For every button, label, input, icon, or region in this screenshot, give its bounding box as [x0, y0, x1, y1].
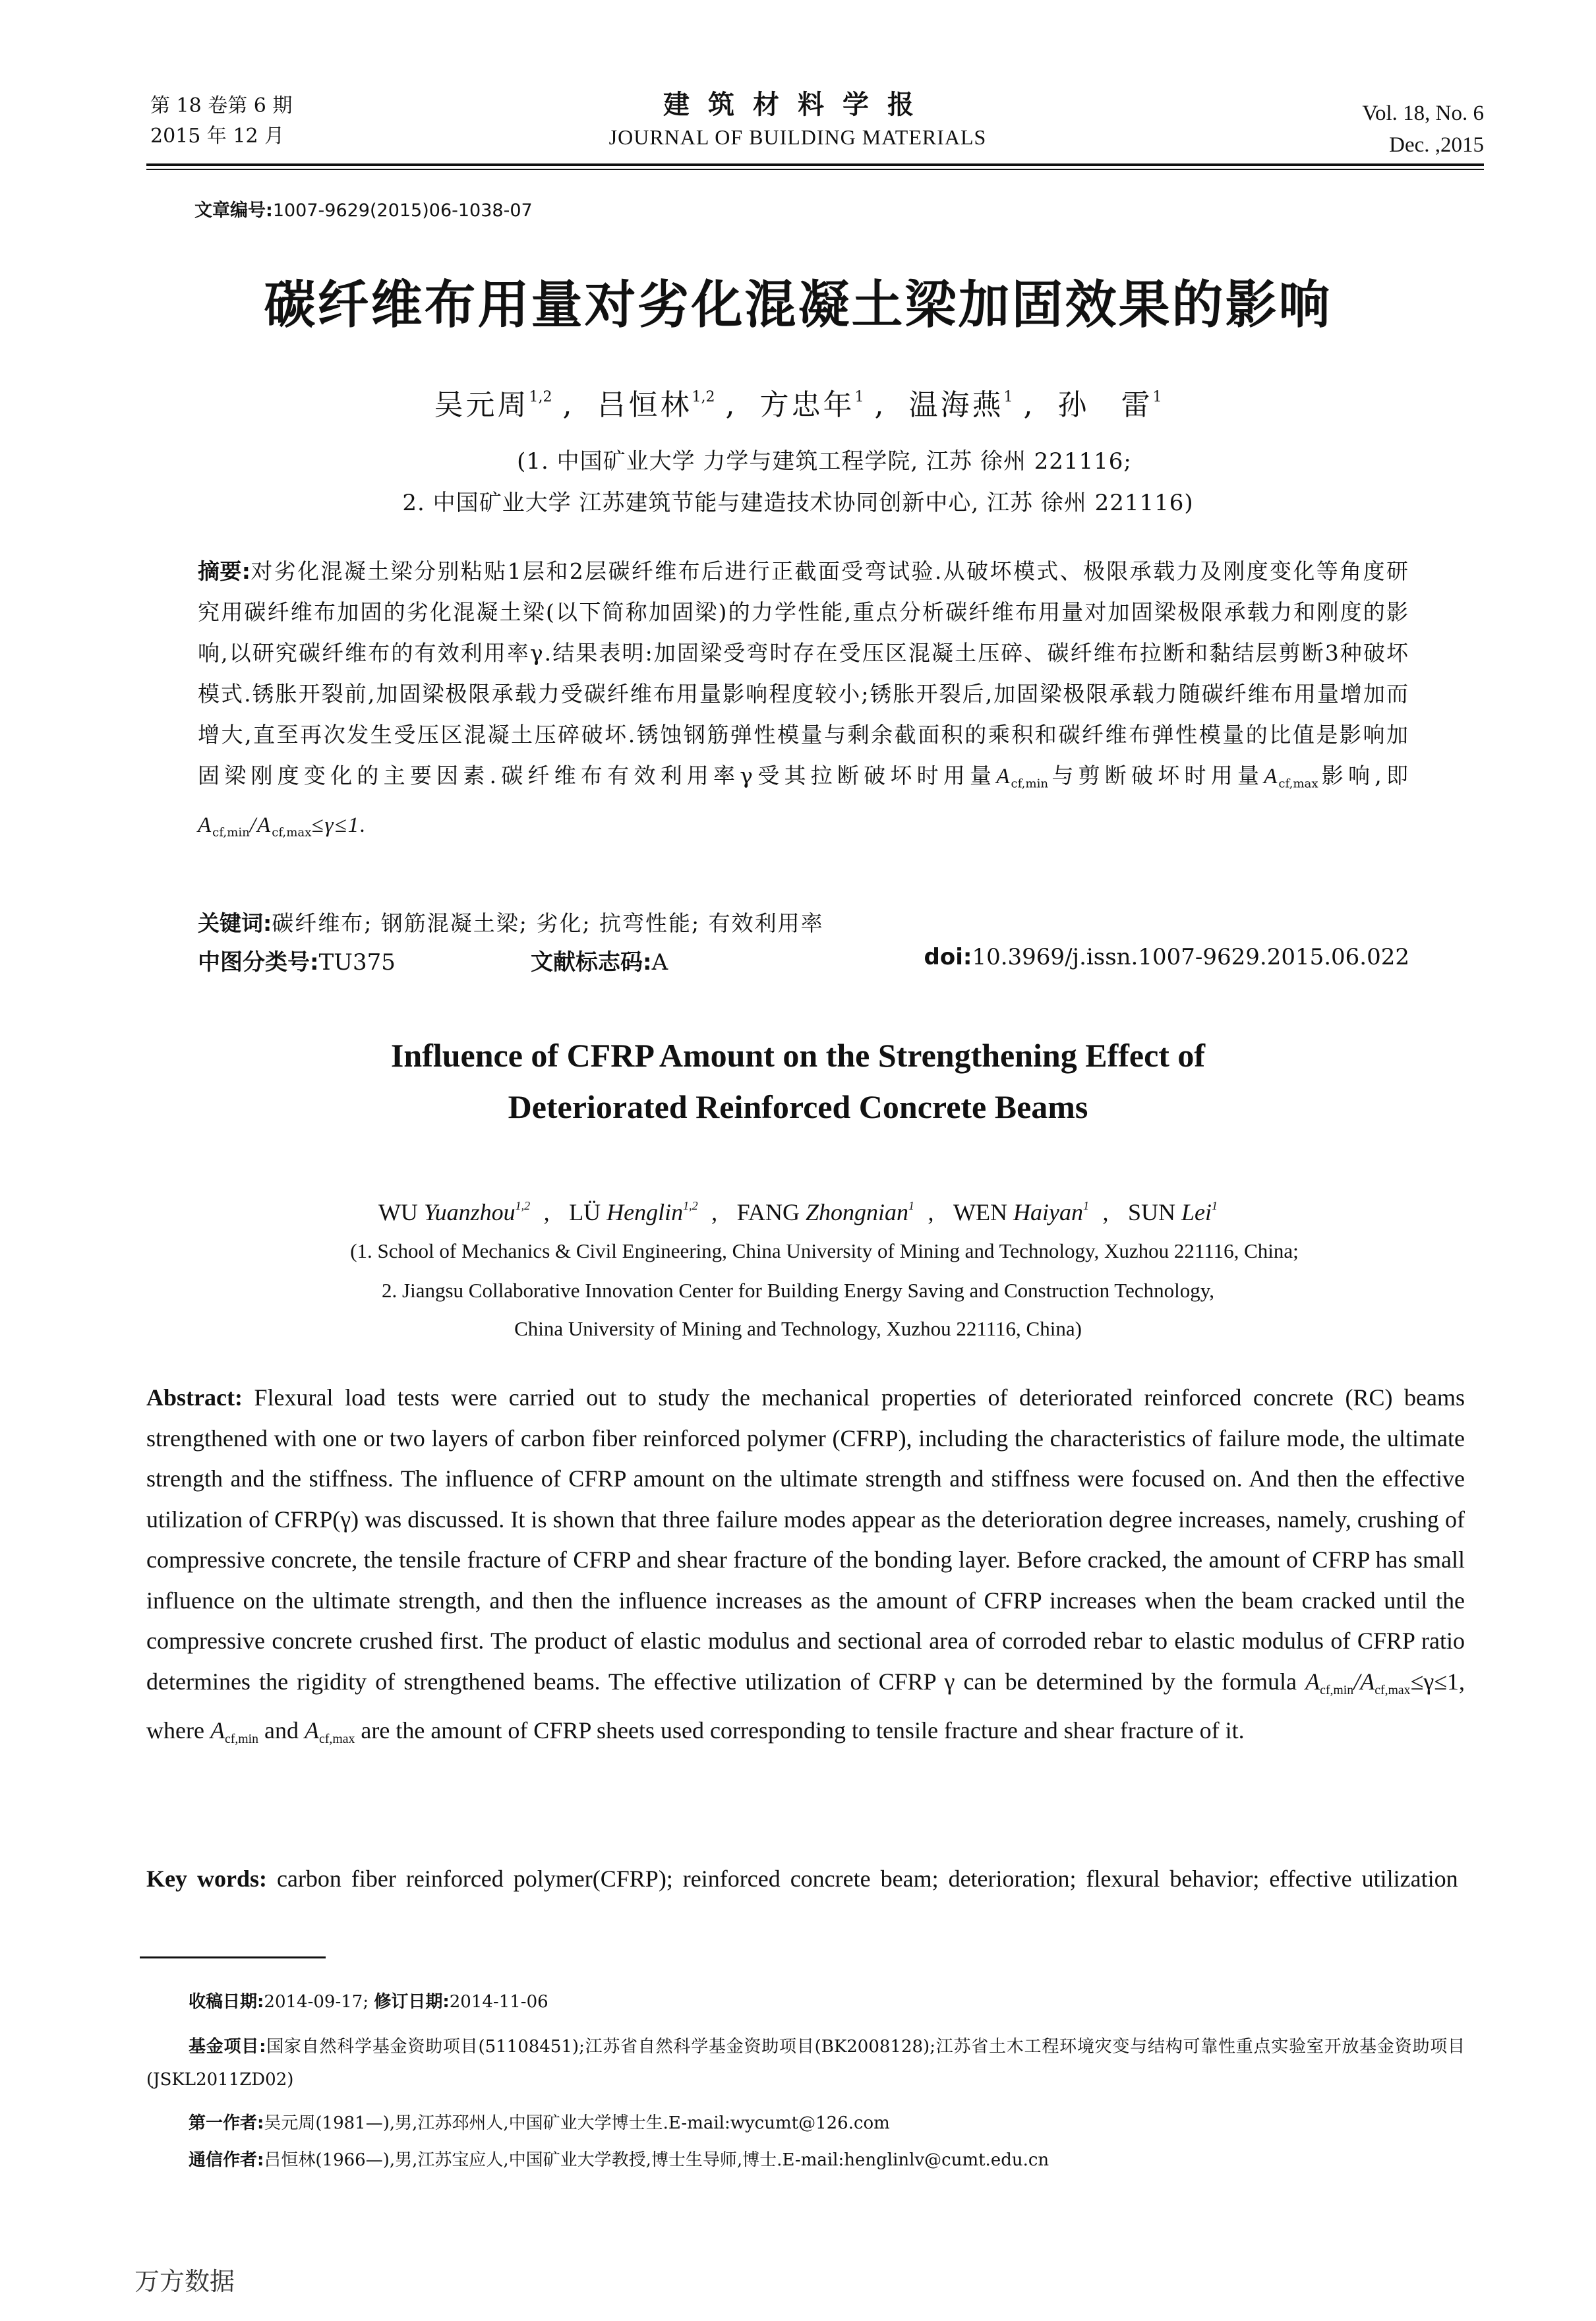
keywords-en — [146, 1859, 1465, 1900]
footnote-rule — [140, 1956, 326, 1958]
author-cn: 温海燕$^1$ — [908, 388, 1013, 422]
issue-info-cn — [150, 91, 292, 152]
affiliation-en-2: 2. Jiangsu Collaborative Innovation Center for Building Energy Saving and Construction Technology, — [382, 1279, 1214, 1302]
keywords-cn-text: 碳纤维布; 钢筋混凝土梁; 劣化; 抗弯性能; 有效利用率 — [272, 910, 824, 936]
title-en-line-1: Influence of CFRP Amount on the Strengthening Effect of — [390, 1037, 1206, 1074]
doi[interactable]: doi:10.3969/j.issn.1007-9629.2015.06.022 — [924, 944, 1409, 970]
abstract-cn-label: 摘要: — [198, 558, 251, 584]
header-rule-thick — [146, 163, 1484, 166]
issue-info-en — [1362, 98, 1484, 161]
journal-name-en: JOURNAL OF BUILDING MATERIALS — [608, 125, 987, 149]
keywords-cn — [198, 903, 1409, 944]
page-title-cn: 碳纤维布用量对劣化混凝土梁加固效果的影响 — [264, 276, 1332, 335]
header-rule-thin — [146, 169, 1484, 170]
author-en: WEN Haiyan$^1$ — [953, 1198, 1089, 1225]
abstract-en-label: Abstract: — [146, 1384, 243, 1411]
author-list-cn: 吴元周$^{1,2}$ , 吕恒林$^{1,2}$ , 方忠年$^1$ , 温海燕$^1$ , 孙 雷$^1$ — [434, 388, 1162, 422]
author-cn: 方忠年$^1$ — [759, 388, 864, 422]
page-title-en — [0, 1030, 1596, 1132]
volume-cn: 第 18 卷第 6 期 — [150, 94, 293, 117]
author-cn: 吴元周$^{1,2}$ — [434, 388, 552, 422]
affiliation-cn-1: (1. 中国矿业大学 力学与建筑工程学院, 江苏 徐州 221116; — [517, 448, 1132, 475]
footnote-dates: 收稿日期:2014-09-17; 修订日期:2014-11-06 — [189, 1992, 548, 2012]
journal-masthead — [461, 87, 1134, 152]
keywords-en-text: carbon fiber reinforced polymer(CFRP); reinforced concrete beam; deterioration; flexural behavior; effective utilization — [276, 1866, 1458, 1892]
author-cn: 孙 雷$^1$ — [1057, 388, 1162, 422]
footnote-corresponding-author: 通信作者:吕恒林(1966—),男,江苏宝应人,中国矿业大学教授,博士生导师,博士.E-mail:henglinlv@cumt.edu.cn — [189, 2150, 1049, 2170]
title-en-line-2: Deteriorated Reinforced Concrete Beams — [508, 1088, 1088, 1125]
author-en: WU Yuanzhou$^{1,2}$ — [378, 1198, 531, 1225]
watermark: 万方数据 — [134, 2267, 235, 2296]
author-en: FANG Zhongnian$^1$ — [736, 1198, 915, 1225]
affiliation-cn-2: 2. 中国矿业大学 江苏建筑节能与建造技术协同创新中心, 江苏 徐州 221116) — [402, 490, 1194, 516]
keywords-cn-label: 关键词: — [198, 910, 272, 936]
abstract-cn: 摘要:对劣化混凝土梁分别粘贴1层和2层碳纤维布后进行正截面受弯试验.从破坏模式、极限承载力及刚度变化等角度研究用碳纤维布加固的劣化混凝土梁(以下简称加固梁)的力学性能,重点分析碳纤维布用量对加固梁极限承载力和刚度的影响,以研究碳纤维布的有效利用率γ.结果表明:加固梁受弯时存在受压区混凝土压碎、碳纤维布拉断和黏结层剪断3种破坏模式.锈胀开裂前,加固梁极限承载力受碳纤维布用量影响程度较小;锈胀开裂后,加固梁极限承载力随碳纤维布用量增加而增大,直至再次发生受压区混凝土压碎破坏.锈蚀钢筋弹性模量与剩余截面积的乘积和碳纤维布弹性模量的比值是影响加固梁刚度变化的主要因素.碳纤维布有效利用率γ受其拉断破坏时用量$A_{cf,min}$与剪断破坏时用量$A_{cf,max}$影响,即 $A_{cf,min}/A_{cf,max}\le\gamma\le 1$. — [198, 558, 1409, 840]
author-en: SUN Lei$^1$ — [1127, 1198, 1218, 1225]
clc-number: 中图分类号:TU375 — [198, 949, 396, 976]
article-number-label: 文章编号: — [194, 200, 273, 221]
affiliation-en-1: (1. School of Mechanics & Civil Engineering, China University of Mining and Technology, Xuzhou 221116, China; — [350, 1239, 1299, 1262]
author-cn: 吕恒林$^{1,2}$ — [597, 388, 715, 422]
volume-en: Vol. 18, No. 6 — [1362, 102, 1484, 125]
journal-name-cn: 建筑材料学报 — [663, 90, 932, 120]
date-cn: 2015 年 12 月 — [150, 125, 285, 148]
footnote-funding: 基金项目:国家自然科学基金资助项目(51108451);江苏省自然科学基金资助项目(BK2008128);江苏省土木工程环境灾变与结构可靠性重点实验室开放基金资助项目(JSKL2011ZD02) — [146, 2037, 1465, 2090]
document-code: 文献标志码:A — [531, 949, 668, 976]
keywords-en-label: Key words: — [146, 1866, 267, 1892]
author-list-en: WU Yuanzhou$^{1,2}$ , LÜ Henglin$^{1,2}$ , FANG Zhongnian$^1$ , WEN Haiyan$^1$ , SUN Lei$^1$ — [378, 1198, 1218, 1225]
affiliation-en-3: China University of Mining and Technology, Xuzhou 221116, China) — [514, 1317, 1082, 1340]
abstract-en: Abstract: Flexural load tests were carried out to study the mechanical properties of deteriorated reinforced concrete (RC) beams strengthened with one or two layers of carbon fiber reinforced polymer (CFRP), including the characteristics of failure mode, the ultimate strength and the stiffness. The influence of CFRP amount on the ultimate strength and stiffness were focused on. And then the effective utilization of CFRP(γ) was discussed. It is shown that three failure modes appear as the deterioration degree increases, namely, crushing of compressive concrete, the tensile fracture of CFRP and shear fracture of the bonding layer. Before cracked, the amount of CFRP has small influence on the ultimate strength, and then the influence increases as the amount of CFRP increases when the beam cracked until the compressive concrete crushed first. The product of elastic modulus and sectional area of corroded rebar to elastic modulus of CFRP ratio determines the rigidity of strengthened beams. The effective utilization of CFRP γ can be determined by the formula $A_{cf,min}/A_{cf,max}\le\gamma\le 1$, where $A_{cf,min}$ and $A_{cf,max}$ are the amount of CFRP sheets used corresponding to tensile fracture and shear fracture of it. — [146, 1384, 1465, 1746]
article-number — [194, 196, 533, 221]
article-number-value: 1007-9629(2015)06-1038-07 — [272, 200, 533, 221]
footnote-first-author: 第一作者:吴元周(1981—),男,江苏邳州人,中国矿业大学博士生.E-mail:wycumt@126.com — [189, 2113, 890, 2133]
author-en: LÜ Henglin$^{1,2}$ — [569, 1198, 698, 1225]
date-en: Dec. ,2015 — [1389, 133, 1484, 157]
